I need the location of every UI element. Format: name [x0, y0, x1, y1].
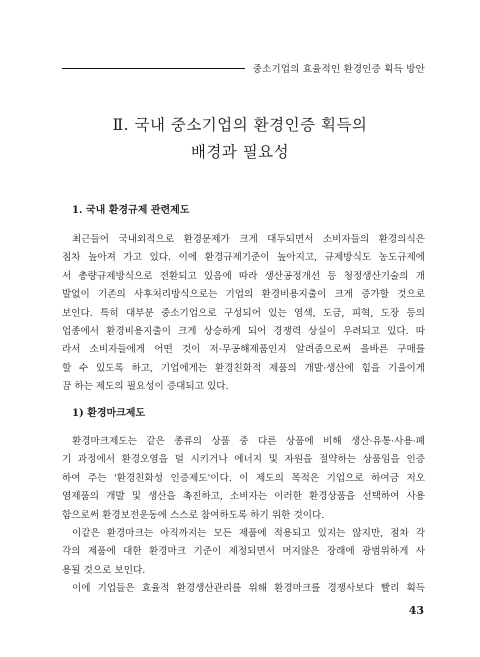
paragraph-2-line: 염제품의 개발 및 생산을 촉진하고, 소비자는 이러한 환경상품을 선택하여 사용: [62, 491, 425, 503]
chapter-title-line-2: 배경과 필요성: [190, 143, 290, 161]
paragraph-1-line: 라서 소비자들에게 어떤 것이 저·무공해제품인지 알려줌으로써 올바른 구매를: [62, 344, 425, 356]
paragraph-3-line: 각의 제품에 대한 환경마크 기준이 제정되면서 머지않은 장래에 광범위하게 사: [62, 546, 425, 558]
paragraph-1-line: 점차 높아져 가고 있다. 이에 환경규제기준이 높아지고, 규제방식도 농도규제에: [62, 252, 425, 264]
running-header-text: 중소기업의 효율적인 환경인증 획득 방안: [252, 64, 425, 75]
paragraph-2-line: 기 과정에서 환경오염을 덜 시키거나 에너지 및 자원을 절약하는 상품임을 인증: [62, 454, 425, 466]
paragraph-3-line: 용될 것으로 보인다.: [62, 564, 146, 576]
paragraph-2: [62, 433, 425, 525]
page-number: 43: [408, 604, 424, 617]
subsection-heading: 1) 환경마크제도: [72, 408, 146, 419]
paragraph-1-line: 업종에서 환경비용지출이 크게 상승하게 되어 경쟁력 상실이 우려되고 있다. 따: [62, 325, 425, 337]
running-header: [62, 61, 425, 75]
chapter-title-line-1: Ⅱ. 국내 중소기업의 환경인증 획득의: [112, 116, 368, 134]
paragraph-1: [62, 231, 425, 397]
paragraph-2-line: 하여 주는 '환경친화성 인증제도'이다. 이 제도의 목적은 기업으로 하여금 저오: [62, 472, 425, 484]
paragraph-3: [62, 525, 425, 580]
header-rule: [62, 68, 245, 69]
paragraph-1-line: 발없이 기존의 사후처리방식으로는 기업의 환경비용지출이 크게 증가할 것으로: [62, 289, 425, 301]
paragraph-2-line: 함으로써 환경보전운동에 스스로 참여하도록 하기 위한 것이다.: [62, 509, 325, 521]
paragraph-4-line: 이에 기업들은 효율적 환경생산관리를 위해 환경마크를 경쟁사보다 빨리 획득: [72, 583, 425, 594]
paragraph-3-line: 이같은 환경마크는 아직까지는 모든 제품에 적용되고 있지는 않지만, 점차 각: [72, 528, 425, 539]
paragraph-1-line: 보인다. 특히 대부분 중소기업으로 구성되어 있는 염색, 도금, 피혁, 도장 등의: [62, 307, 425, 319]
paragraph-1-line: 최근들어 국내외적으로 환경문제가 크게 대두되면서 소비자들의 환경의식은: [72, 234, 425, 245]
paragraph-2-line: 환경마크제도는 같은 종류의 상품 중 다른 상품에 비해 생산·유통·사용·폐: [72, 436, 425, 447]
section-heading: 1. 국내 환경규제 관련제도: [72, 205, 190, 216]
paragraph-1-line: 끔 하는 제도의 필요성이 증대되고 있다.: [62, 381, 229, 393]
chapter-title: [0, 112, 480, 166]
paragraph-1-line: 서 총량규제방식으로 전환되고 있음에 따라 생산공정개선 등 청정생산기술의 개: [62, 270, 425, 282]
paragraph-1-line: 할 수 있도록 하고, 기업에게는 환경친화적 제품의 개발·생산에 힘을 기울이게: [62, 362, 425, 374]
paragraph-4: [62, 580, 425, 598]
